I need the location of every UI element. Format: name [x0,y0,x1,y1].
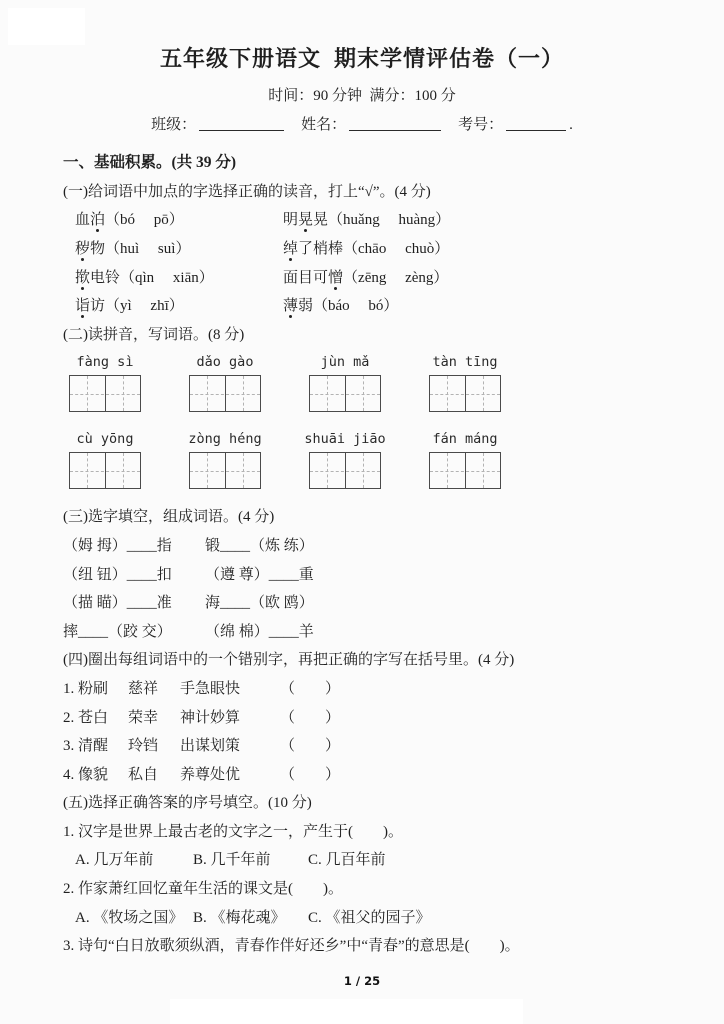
word-post: 访（yì zhī） [90,298,184,315]
pinyin-label: fán máng [432,431,498,448]
pinyin-label: fàng sì [76,354,134,371]
write-words-row [69,426,674,489]
write-word-group [429,349,501,412]
blank-patch-bottom [170,999,523,1024]
grid-cell [345,376,381,411]
pinyin-choice-row [55,235,674,264]
typo-word-3: 手急眼快 [180,680,241,697]
grid-cell [430,453,465,488]
exam-no-blank-line [506,117,566,131]
pinyin-label: tàn tīng [432,354,498,371]
typo-word-2: 私自 [128,766,159,783]
grid-cell [345,453,381,488]
pinyin-choice-row [55,292,674,321]
word-post: 弱（báo bó） [298,298,399,315]
typo-word-3: 出谋划策 [180,738,241,755]
blank-patch-top-left [8,8,85,45]
write-words-row [69,349,674,412]
write-word-group [309,349,381,412]
mc-question: 2. 作家萧红回忆童年生活的课文是( )。 [63,881,343,898]
choose-char-row [55,618,674,647]
word-pre: 明 [283,212,299,229]
pinyin-choice-left [75,264,283,293]
writing-grid [429,375,501,412]
pinyin-label: zòng héng [188,431,262,448]
writing-grid [309,452,381,489]
grid-cell [105,376,141,411]
grid-cell [70,453,105,488]
writing-grid [189,375,261,412]
grid-cell [310,453,345,488]
word-pre: 面目可 [283,269,329,286]
choose-char-left: （姆 拇）____指 [63,537,172,554]
typo-word-3: 神计妙算 [180,709,241,726]
grid-cell [225,376,261,411]
typo-word-1: 3. 清醒 [63,738,109,755]
typo-row [55,704,674,733]
class-label: 班级： [151,116,197,133]
option-a: A. 几万年前 [75,852,154,869]
choose-char-row [55,589,674,618]
option-c: C. 《祖父的园子》 [308,909,431,926]
page-title: 五年级下册语文 期末学情评估卷（一） [159,46,564,71]
pinyin-choice-right [283,264,448,293]
exam-meta: 时间：90 分钟 满分：100 分 [268,88,456,104]
q4-intro: (四)圈出每组词语中的一个错别字，再把正确的字写在括号里。(4 分) [63,652,515,669]
pinyin-label: shuāi jiāo [304,431,386,448]
pinyin-label: dǎo gào [196,354,254,371]
answer-bracket: （ ） [280,680,341,697]
dotted-char: 绰 [283,240,299,257]
option-b: B. 几千年前 [193,852,271,869]
pinyin-choice-right [283,235,449,264]
writing-grid [189,452,261,489]
choose-char-right: 海____（欧 鸥） [205,595,314,612]
typo-row [55,732,674,761]
pinyin-choice-left [75,235,283,264]
q5-intro: (五)选择正确答案的序号填空。(10 分) [63,795,312,812]
pinyin-choice-right [283,292,398,321]
section-one-heading: 一、基础积累。(共 39 分) [63,154,237,172]
choose-char-row [55,561,674,590]
name-blank-line [349,117,441,131]
q3-intro: (三)选字填空，组成词语。(4 分) [63,509,275,526]
write-word-group [189,426,261,489]
pinyin-label: jùn mǎ [320,354,370,371]
typo-word-1: 2. 苍白 [63,709,109,726]
pinyin-choice-right [283,206,450,235]
word-post: 晃（huǎng huàng） [313,212,451,229]
dotted-char: 秽 [75,240,91,257]
writing-grid [429,452,501,489]
word-post: （bó pō） [105,212,184,229]
grid-cell [465,453,501,488]
word-post: 了梢棒（chāo chuò） [298,240,450,257]
typo-word-2: 玲铛 [128,738,159,755]
typo-row [55,675,674,704]
grid-cell [225,453,261,488]
word-post: 电铃（qìn xiān） [90,269,214,286]
answer-bracket: （ ） [280,738,341,755]
class-blank-line [199,117,284,131]
writing-grid [69,452,141,489]
word-post: 物（huì suì） [90,240,191,257]
writing-grid [309,375,381,412]
write-word-group [189,349,261,412]
exam-no-label: 考号： [458,116,504,133]
fields-period: . [569,116,573,133]
write-words-section [55,349,674,489]
mc-options-row [55,904,674,933]
typo-word-1: 4. 像貌 [63,766,109,783]
pinyin-choice-row [55,206,674,235]
pinyin-label: cù yōng [76,431,134,448]
name-label: 姓名： [301,116,347,133]
write-word-group [69,349,141,412]
choose-char-row [55,532,674,561]
option-c: C. 几百年前 [308,852,386,869]
grid-cell [310,376,345,411]
pinyin-choice-left [75,206,283,235]
grid-cell [430,376,465,411]
choose-char-left: （纽 钮）____扣 [63,566,172,583]
choose-char-right: （绵 棉）____羊 [205,623,314,640]
choose-char-left: 摔____（跤 交） [63,623,172,640]
grid-cell [70,376,105,411]
write-word-group [304,426,386,489]
page-number: 1 / 25 [343,974,381,988]
write-word-group [429,426,501,489]
dotted-char: 憎 [328,269,344,286]
mc-question: 1. 汉字是世界上最古老的文字之一，产生于( )。 [63,823,403,840]
answer-bracket: （ ） [280,766,341,783]
grid-cell [190,376,225,411]
choose-char-left: （描 瞄）____准 [63,595,172,612]
answer-bracket: （ ） [280,709,341,726]
option-a: A. 《牧场之国》 [75,909,184,926]
dotted-char: 揿 [75,269,91,286]
grid-cell [105,453,141,488]
dotted-char: 泊 [90,212,106,229]
q2-intro: (二)读拼音，写词语。(8 分) [63,326,245,343]
word-pre: 血 [75,212,91,229]
mc-question: 3. 诗句“白日放歌须纵酒，青春作伴好还乡”中“青春”的意思是( )。 [63,938,520,955]
grid-cell [465,376,501,411]
pinyin-choice-row [55,264,674,293]
typo-word-3: 养尊处优 [180,766,241,783]
student-info-row [0,111,724,140]
mc-options-row [55,846,674,875]
q1-intro: (一)给词语中加点的字选择正确的读音，打上“√”。(4 分) [63,183,431,200]
dotted-char: 薄 [283,298,299,315]
writing-grid [69,375,141,412]
word-post: （zēng zèng） [343,269,449,286]
option-b: B. 《梅花魂》 [193,909,286,926]
write-word-group [69,426,141,489]
grid-cell [190,453,225,488]
dotted-char: 诣 [75,298,91,315]
choose-char-right: 锻____（炼 练） [205,537,314,554]
pinyin-choice-left [75,292,283,321]
choose-char-right: （遵 尊）____重 [205,566,314,583]
typo-word-1: 1. 粉刷 [63,680,109,697]
typo-word-2: 慈祥 [128,680,159,697]
typo-word-2: 荣幸 [128,709,159,726]
typo-row [55,761,674,790]
dotted-char: 晃 [298,212,314,229]
paper-body [0,149,724,961]
